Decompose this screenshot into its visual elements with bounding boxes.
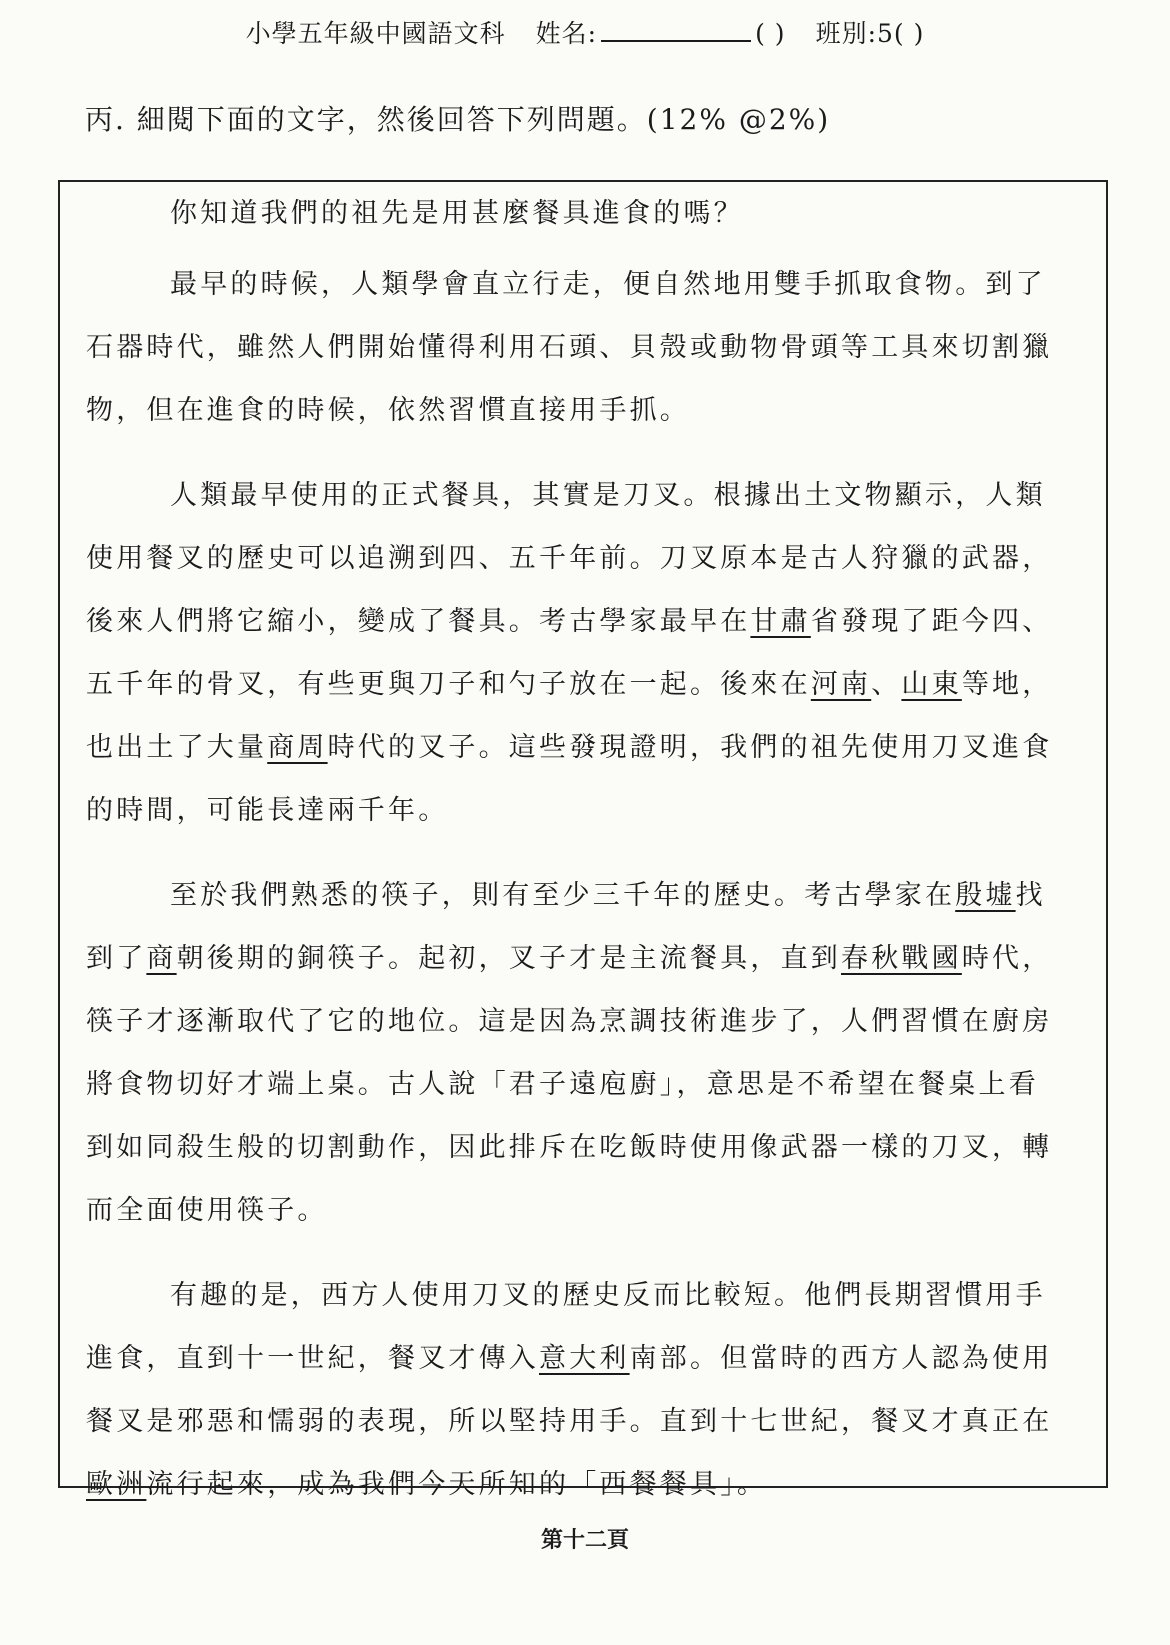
passage-paragraph-2: 最早的時候，人類學會直立行走，便自然地用雙手抓取食物。到了石器時代，雖然人們開始懂得利用石頭、貝殼或動物骨頭等工具來切割獵物，但在進食的時候，依然習慣直接用手抓。 — [86, 269, 1053, 426]
text-run: 等地，也出土了大量 — [86, 669, 1053, 763]
name-blank[interactable] — [601, 18, 751, 42]
text-run: 至於我們熟悉的筷子，則有至少三千年的歷史。考古學家在 — [170, 880, 956, 911]
proper-noun: 商 — [146, 943, 177, 974]
proper-noun: 春秋戰國 — [841, 943, 962, 974]
text-run: 有趣的是，西方人使用刀叉的歷史反而比較短。他們長期習慣用手進食，直到十一世紀，餐叉才傳入 — [86, 1280, 1046, 1374]
proper-noun: 殷墟 — [955, 880, 1016, 911]
page-number: 第十二頁 — [540, 1527, 629, 1553]
proper-noun: 甘肅 — [750, 606, 811, 637]
proper-noun: 歐洲 — [86, 1469, 147, 1500]
passage-paragraph-5 — [86, 1264, 1066, 1516]
passage-paragraph-4 — [86, 864, 1066, 1242]
text-run: 朝後期的銅筷子。起初，叉子才是主流餐具，直到 — [176, 943, 842, 974]
name-paren: ( ) — [755, 19, 786, 48]
name-label: 姓名: — [535, 19, 598, 48]
reading-passage-box — [58, 180, 1108, 1500]
subject-title: 小學五年級中國語文科 — [245, 19, 506, 48]
proper-noun: 商周 — [267, 732, 328, 763]
class-label: 班別:5( ) — [815, 19, 925, 48]
text-run: 時代的叉子。這些發現證明，我們的祖先使用刀叉進食的時間，可能長達兩千年。 — [86, 732, 1053, 826]
text-run: 、 — [871, 669, 902, 700]
passage-paragraph-3 — [86, 464, 1066, 842]
text-run: 找到了 — [86, 880, 1046, 974]
proper-noun: 河南 — [810, 669, 872, 700]
passage-paragraph-1: 你知道我們的祖先是用甚麼餐具進食的嗎？ — [170, 198, 744, 229]
proper-noun: 意大利 — [539, 1343, 630, 1374]
text-run: 流行起來，成為我們今天所知的「西餐餐具」。 — [146, 1469, 768, 1500]
section-instruction: 丙. 細閱下面的文字，然後回答下列問題。(12% @2%) — [85, 103, 831, 136]
proper-noun: 山東 — [901, 669, 962, 700]
text-run: 南部。但當時的西方人認為使用餐叉是邪惡和懦弱的表現，所以堅持用手。直到十七世紀，餐叉才真正在 — [86, 1343, 1053, 1437]
worksheet-header — [0, 14, 1170, 50]
text-run: 省發現了距今四、五千年的骨叉，有些更與刀子和勺子放在一起。後來在 — [86, 606, 1053, 700]
text-run: 人類最早使用的正式餐具，其實是刀叉。根據出土文物顯示，人類使用餐叉的歷史可以追溯到四、五千年前。刀叉原本是古人狩獵的武器，後來人們將它縮小，變成了餐具。考古學家最早在 — [86, 480, 1053, 637]
text-run: 時代，筷子才逐漸取代了它的地位。這是因為烹調技術進步了，人們習慣在廚房將食物切好才端上桌。古人說「君子遠庖廚」，意思是不希望在餐桌上看到如同殺生般的切割動作，因此排斥在吃飯時使用像武器一樣的刀叉，轉而全面使用筷子。 — [86, 943, 1053, 1226]
